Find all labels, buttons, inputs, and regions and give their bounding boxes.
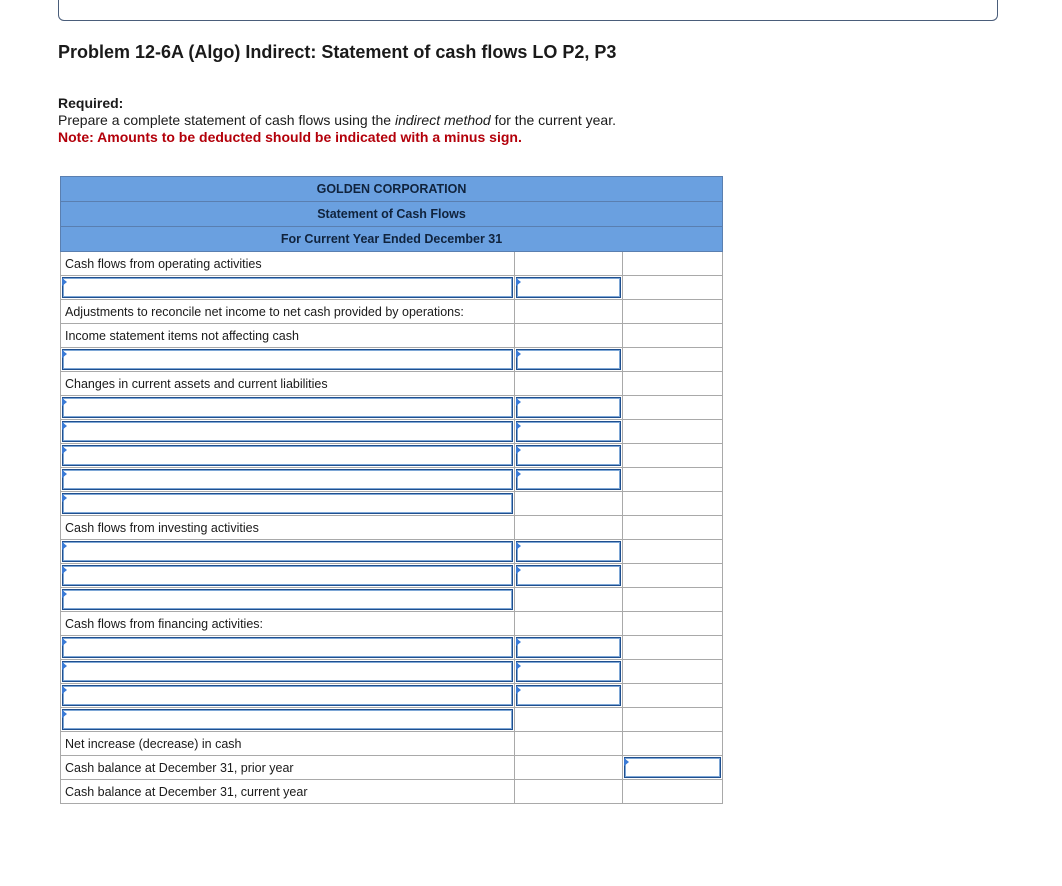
empty-cell — [623, 660, 723, 684]
adjustments-heading-row — [61, 300, 723, 324]
empty-cell — [515, 516, 623, 540]
instructions-block — [58, 95, 616, 146]
changes-input-row — [61, 396, 723, 420]
dropdown-flag-icon — [516, 446, 521, 454]
dropdown-flag-icon — [516, 566, 521, 574]
dropdown-flag-icon — [62, 278, 67, 286]
beginning-cash-row — [61, 756, 723, 780]
dropdown-flag-icon — [516, 350, 521, 358]
empty-cell — [623, 348, 723, 372]
net-change-row — [61, 732, 723, 756]
amount-input[interactable] — [515, 468, 623, 492]
noncash-items-label: Income statement items not affecting cash — [61, 324, 515, 348]
label-select-input[interactable] — [61, 564, 515, 588]
dropdown-flag-icon — [62, 542, 67, 550]
amount-input[interactable] — [515, 636, 623, 660]
label-select-input[interactable] — [61, 396, 515, 420]
label-select-input[interactable] — [61, 540, 515, 564]
empty-cell — [623, 444, 723, 468]
label-select-input[interactable] — [61, 348, 515, 372]
dropdown-flag-icon — [624, 758, 629, 766]
dropdown-flag-icon — [62, 470, 67, 478]
label-select-input[interactable] — [61, 276, 515, 300]
empty-cell — [623, 492, 723, 516]
changes-label: Changes in current assets and current liabilities — [61, 372, 515, 396]
amount-input[interactable] — [515, 540, 623, 564]
operating-total-row — [61, 492, 723, 516]
empty-cell — [623, 372, 723, 396]
dropdown-flag-icon — [62, 494, 67, 502]
statement-period-header: For Current Year Ended December 31 — [61, 227, 723, 252]
amount-input[interactable] — [515, 444, 623, 468]
label-select-input[interactable] — [61, 492, 515, 516]
operating-heading-row — [61, 252, 723, 276]
dropdown-flag-icon — [516, 638, 521, 646]
company-name-header: GOLDEN CORPORATION — [61, 177, 723, 202]
empty-cell — [515, 780, 623, 804]
investing-activities-label: Cash flows from investing activities — [61, 516, 515, 540]
amount-input[interactable] — [515, 564, 623, 588]
investing-input-row — [61, 540, 723, 564]
empty-cell — [515, 252, 623, 276]
dropdown-flag-icon — [62, 446, 67, 454]
dropdown-flag-icon — [62, 398, 67, 406]
noncash-input-row — [61, 348, 723, 372]
operating-activities-label: Cash flows from operating activities — [61, 252, 515, 276]
empty-cell — [515, 612, 623, 636]
empty-cell — [515, 588, 623, 612]
amount-input[interactable] — [515, 396, 623, 420]
empty-cell — [623, 516, 723, 540]
dropdown-flag-icon — [516, 470, 521, 478]
financing-input-row — [61, 636, 723, 660]
empty-cell — [515, 324, 623, 348]
label-select-input[interactable] — [61, 636, 515, 660]
dropdown-flag-icon — [516, 422, 521, 430]
cash-flow-statement-table — [60, 176, 723, 804]
financing-input-row — [61, 660, 723, 684]
empty-cell — [515, 756, 623, 780]
empty-cell — [623, 276, 723, 300]
empty-cell — [623, 636, 723, 660]
beginning-cash-input[interactable] — [623, 756, 723, 780]
label-select-input[interactable] — [61, 708, 515, 732]
required-label: Required: — [58, 95, 124, 111]
dropdown-flag-icon — [62, 662, 67, 670]
amount-input[interactable] — [515, 660, 623, 684]
net-change-label: Net increase (decrease) in cash — [61, 732, 515, 756]
empty-cell — [515, 372, 623, 396]
investing-total-row — [61, 588, 723, 612]
empty-cell — [515, 708, 623, 732]
adjustments-label: Adjustments to reconcile net income to net cash provided by operations: — [61, 300, 515, 324]
empty-cell — [623, 612, 723, 636]
investing-input-row — [61, 564, 723, 588]
instructions-text: Prepare a complete statement of cash flows using the indirect method for the current year. — [58, 112, 616, 128]
empty-cell — [623, 708, 723, 732]
dropdown-flag-icon — [62, 686, 67, 694]
changes-input-row — [61, 420, 723, 444]
financing-heading-row — [61, 612, 723, 636]
problem-title: Problem 12-6A (Algo) Indirect: Statement of cash flows LO P2, P3 — [58, 42, 617, 62]
empty-cell — [623, 684, 723, 708]
dropdown-flag-icon — [516, 686, 521, 694]
empty-cell — [623, 300, 723, 324]
statement-name-header: Statement of Cash Flows — [61, 202, 723, 227]
amount-input[interactable] — [515, 420, 623, 444]
dropdown-flag-icon — [516, 398, 521, 406]
empty-cell — [623, 468, 723, 492]
amount-input[interactable] — [515, 684, 623, 708]
label-select-input[interactable] — [61, 588, 515, 612]
empty-cell — [515, 732, 623, 756]
changes-heading-row — [61, 372, 723, 396]
empty-cell — [623, 588, 723, 612]
dropdown-flag-icon — [516, 662, 521, 670]
dropdown-flag-icon — [516, 542, 521, 550]
dropdown-flag-icon — [516, 278, 521, 286]
investing-heading-row — [61, 516, 723, 540]
dropdown-flag-icon — [62, 590, 67, 598]
minus-sign-note: Note: Amounts to be deducted should be indicated with a minus sign. — [58, 129, 522, 145]
ending-cash-total — [623, 780, 723, 804]
dropdown-flag-icon — [62, 566, 67, 574]
label-select-input[interactable] — [61, 468, 515, 492]
changes-input-row — [61, 444, 723, 468]
ending-cash-label: Cash balance at December 31, current year — [61, 780, 515, 804]
indirect-method-emphasis: indirect method — [394, 112, 491, 128]
previous-panel-frame — [58, 0, 998, 21]
beginning-cash-label: Cash balance at December 31, prior year — [61, 756, 515, 780]
dropdown-flag-icon — [62, 710, 67, 718]
changes-input-row — [61, 468, 723, 492]
label-select-input[interactable] — [61, 684, 515, 708]
amount-input[interactable] — [515, 276, 623, 300]
dropdown-flag-icon — [62, 350, 67, 358]
amount-input[interactable] — [515, 348, 623, 372]
dropdown-flag-icon — [62, 422, 67, 430]
empty-cell — [623, 540, 723, 564]
empty-cell — [623, 252, 723, 276]
label-select-input[interactable] — [61, 660, 515, 684]
noncash-heading-row — [61, 324, 723, 348]
empty-cell — [515, 492, 623, 516]
financing-activities-label: Cash flows from financing activities: — [61, 612, 515, 636]
label-select-input[interactable] — [61, 420, 515, 444]
net-income-row — [61, 276, 723, 300]
empty-cell — [623, 732, 723, 756]
empty-cell — [623, 420, 723, 444]
ending-cash-row — [61, 780, 723, 804]
financing-total-row — [61, 708, 723, 732]
financing-input-row — [61, 684, 723, 708]
dropdown-flag-icon — [62, 638, 67, 646]
empty-cell — [623, 324, 723, 348]
empty-cell — [623, 396, 723, 420]
empty-cell — [623, 564, 723, 588]
label-select-input[interactable] — [61, 444, 515, 468]
empty-cell — [515, 300, 623, 324]
